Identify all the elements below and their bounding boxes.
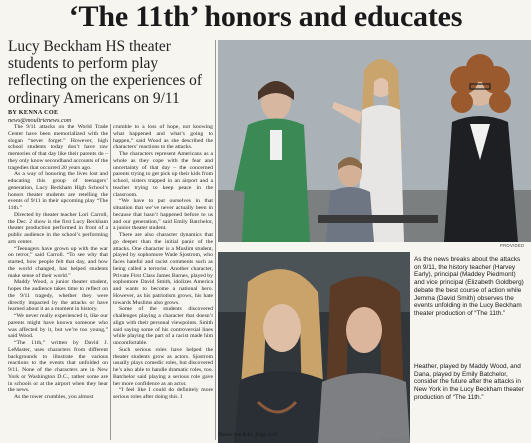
photo-credit: PROVIDED <box>381 437 406 442</box>
photo-two-students <box>218 252 410 443</box>
photo-illustration <box>218 40 531 242</box>
paragraph: There are also character dynamics that go deeper than the initial panic of the attacks. One character is a Muslim student, played by sophomore Wade Sjostrom, who faces hateful and racist comments such as being called a terrorist. Another character, Private First Class James Barnes, played by sophomore David Smith, idolizes America and wants to become a national hero. However, as his patriotism grows, his hate towards Muslims also grows. <box>113 232 213 306</box>
paragraph: Maddy Wood, a junior theater student, hopes the audience takes time to reflect on the 9/11 tragedy, whether they were directly impacted by the attacks or have learned about it as a moment in history. <box>8 279 108 313</box>
paragraph: “I feel like I could do definitely more serious roles after doing this. I <box>113 387 213 400</box>
paragraph: “Teenagers have grown up with the war on terror,” said Carroll. “To see why that started, how people felt that day, and how the world changed, has helped students make sense of their world.” <box>8 245 108 279</box>
photo-caption-2: Heather, played by Maddy Wood, and Dana, played by Emily Batchelor, consider the future after the attacks in New York in the Lucy Beckham theater production of “The 11th.” <box>414 363 524 401</box>
byline <box>8 109 212 124</box>
paragraph: “The 11th,” written by David J. LeMaster, uses characters from different backgrounds to illustrate the various reactions to the events that unfolded on 9/11. None of the characters are in New York or Washington D.C., rather some are in schools or at the airport when they hear the news. <box>8 340 108 394</box>
headline: ‘The 11th’ honors and educates <box>68 0 463 33</box>
paragraph: crumble to a loss of hope, not knowing what happened and what’s going to happen,” said Wood as she described the characters’ reactions to the attacks. <box>113 124 213 151</box>
photo-illustration <box>218 252 410 443</box>
jump-target[interactable]: 9/11 <box>242 432 253 438</box>
paragraph: The 9/11 attacks on the World Trade Center have been memorialized with the slogan “never forget.” However, high school students today don’t have raw memories of that day like their parents do – they only know secondhand accounts of the tragedies that occurred 20 years ago. <box>8 124 108 171</box>
paragraph: “We never really experienced it, like our parents might have known someone who was affected by it, but we’re too young,” said Wood. <box>8 313 108 340</box>
photo-caption-1: As the news breaks about the attacks on 9/11, the history teacher (Harvey Early), principal (Maddey Piedmont) and vice principal (Elizabeth Goldberg) debate the best course of action while Jemma (David Smith) observes the events unfolding in the Lucy Beckham theater production of “The 11th.” <box>414 256 524 317</box>
article-column-1 <box>8 124 108 441</box>
byline-email: news@moultrienews.com <box>8 116 72 124</box>
jump-page: , Page A10 <box>252 432 278 438</box>
deck-subheadline: Lucy Beckham HS theater students to perform play reflecting on the experiences of ordinary Americans on 9/11 <box>8 38 202 107</box>
paragraph: The characters represent Americans as a whole as they cope with the fear and uncertainty of that day – the concerned parents trying to get pick up their kids from school, sisters trapped in an airport and a teacher trying to keep peace in the classroom. <box>113 151 213 198</box>
jump-line <box>218 432 277 438</box>
article-column-2 <box>113 124 213 441</box>
paragraph: “We have to put ourselves in that situation that we’ve never actually been in because that hasn’t happened before to us and our generation,” said Emily Batchelor, a junior theater student. <box>113 198 213 232</box>
column-divider <box>215 40 216 440</box>
column-divider <box>110 124 111 440</box>
jump-label: Please see <box>218 432 242 438</box>
byline-name: BY KENNA COE <box>8 109 59 116</box>
paragraph: As a way of honoring the lives lost and educating this group of teenagers’ generation, Lucy Beckham High School’s honors theater students are retelling the events of 9/11 in their upcoming play “The 11th.” <box>8 171 108 211</box>
photo-credit: PROVIDED <box>500 243 525 248</box>
paragraph: Such serious roles have helped the theater students grow as actors. Sjostrom usually plays comedic roles, but discovered he’s also able to handle dramatic roles, too. Batchelor said playing a serious role gave her more confidence as an actor. <box>113 346 213 387</box>
photo-stage-scene <box>218 40 531 242</box>
paragraph: Some of the students discovered challenges playing a character that doesn’t align with their personal viewpoints. Smith said saying some of his controversial lines while playing the part of a racist made him uncomfortable. <box>113 306 213 346</box>
paragraph: As the tower crumbles, you almost <box>14 394 94 400</box>
paragraph: Directed by theater teacher Lori Carroll, the Dec. 2 show is the first Lucy Beckham theater production performed in front of a public audience in the school’s performing arts center. <box>8 211 108 245</box>
